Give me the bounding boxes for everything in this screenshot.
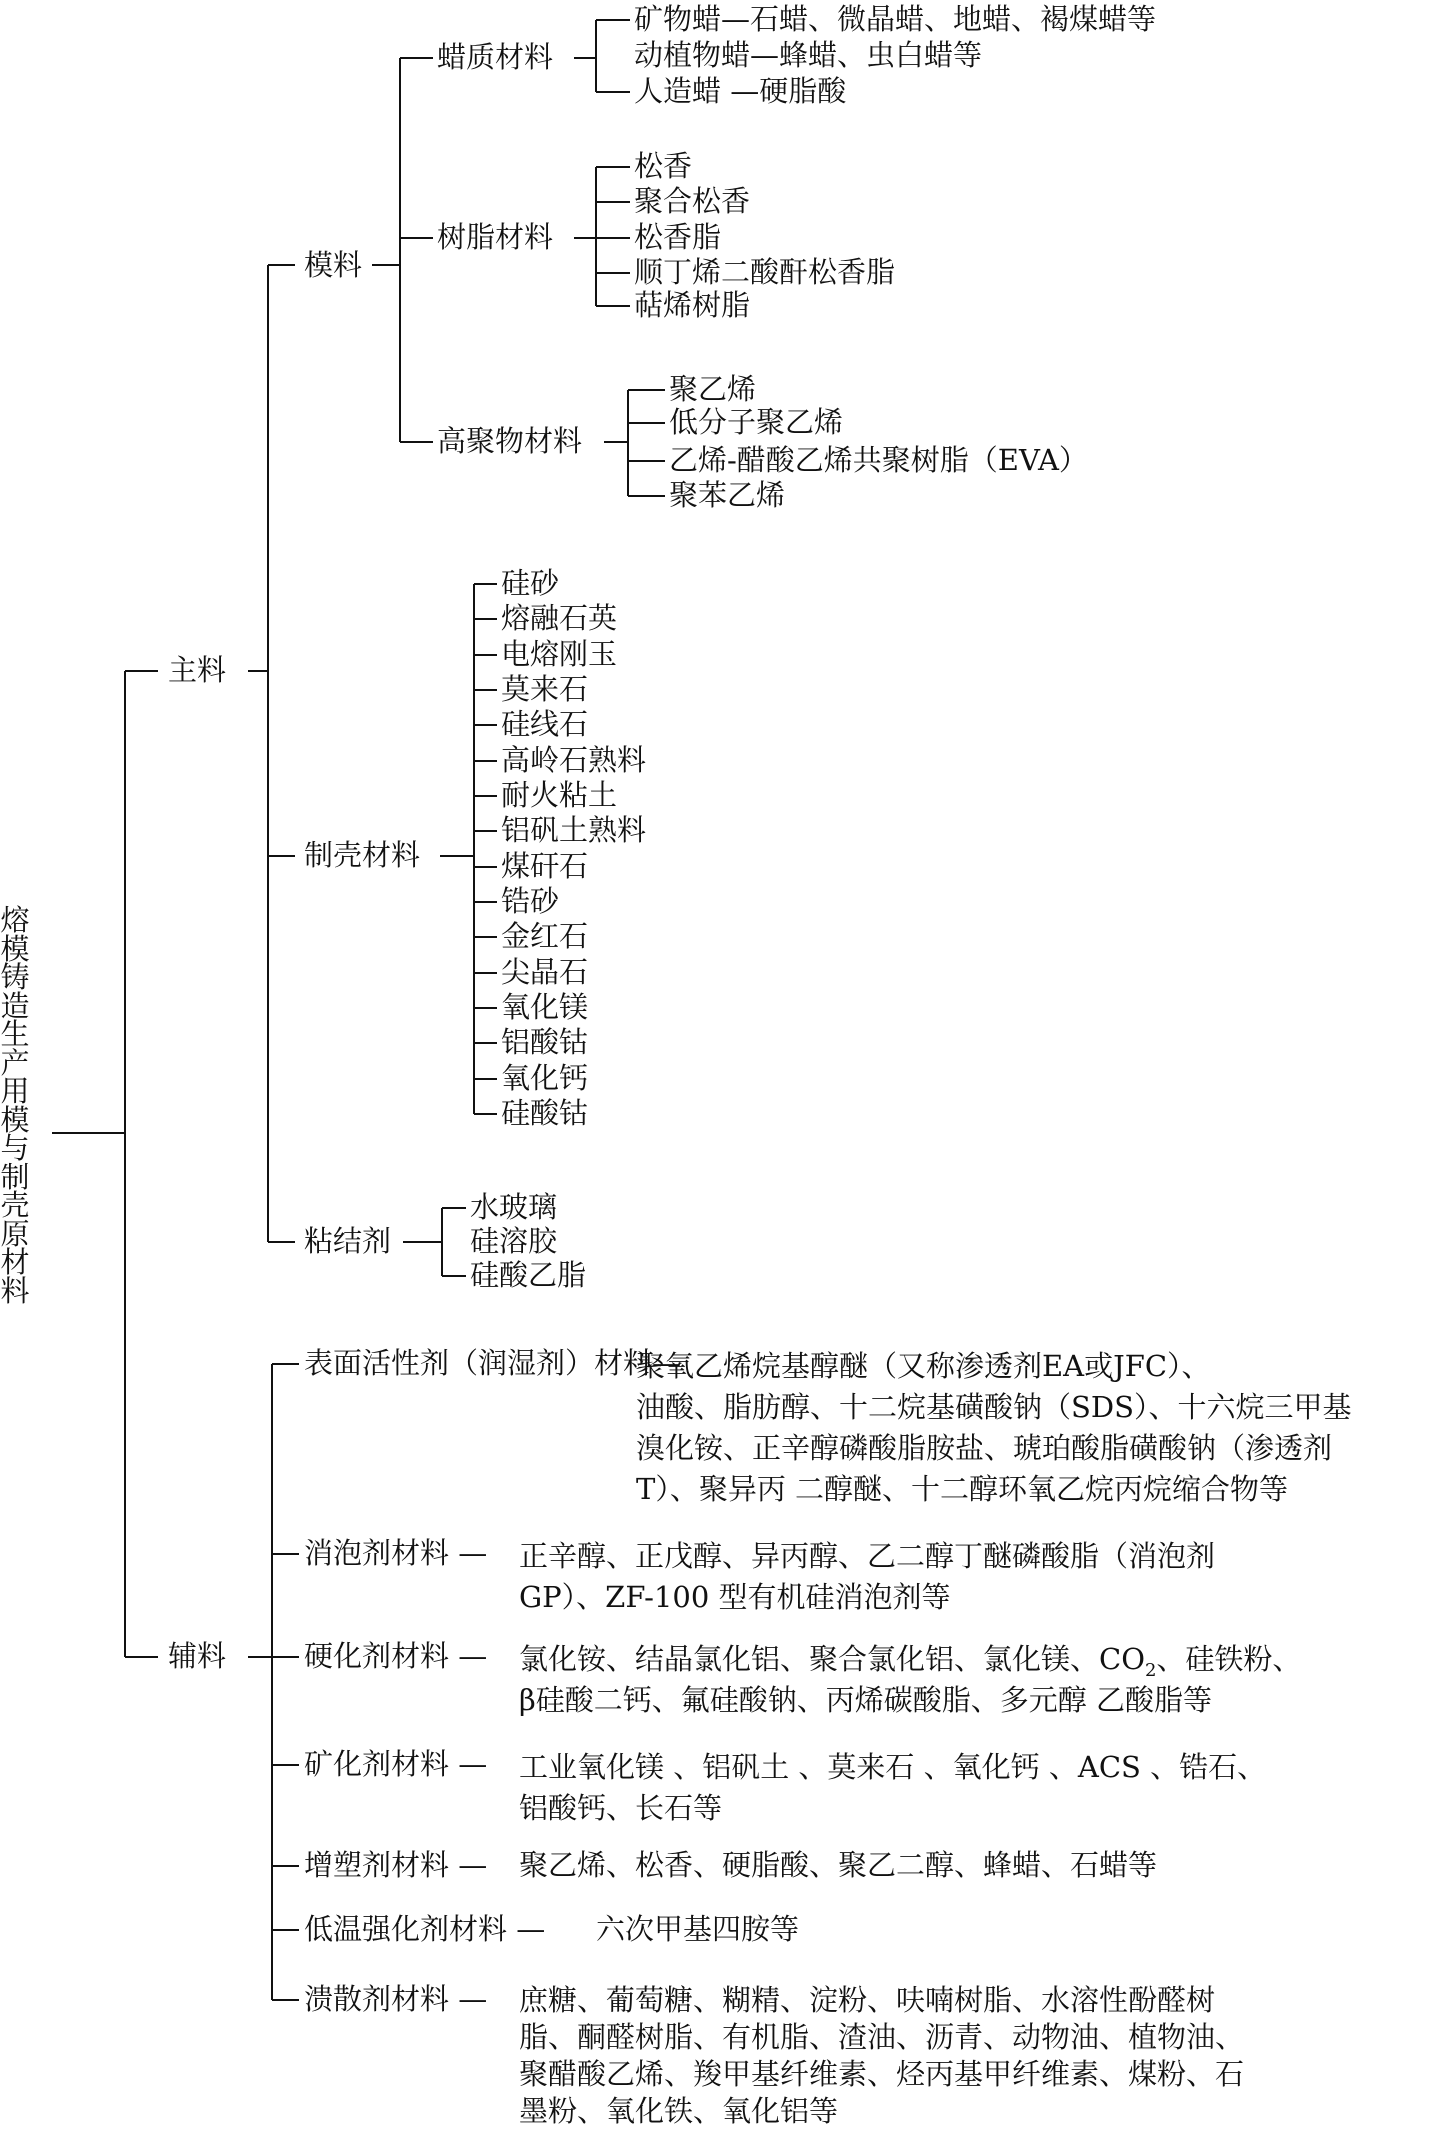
binder-node: 粘结剂 bbox=[304, 1224, 392, 1258]
shell-material-node: 制壳材料 bbox=[304, 838, 421, 872]
shell-material-item: 电熔刚玉 bbox=[501, 637, 618, 671]
collapse-agent-node: 溃散剂材料 — bbox=[304, 1982, 488, 2016]
shell-material-item: 耐火粘土 bbox=[501, 778, 618, 812]
shell-material-item: 尖晶石 bbox=[501, 955, 589, 989]
polymer-item: 乙烯-醋酸乙烯共聚树脂（EVA） bbox=[669, 443, 1088, 477]
surfactant-node: 表面活性剂（润湿剂）材料— bbox=[304, 1346, 682, 1380]
defoamer-node: 消泡剂材料 — bbox=[304, 1536, 488, 1570]
resin-item: 萜烯树脂 bbox=[634, 288, 751, 322]
shell-material-item: 高岭石熟料 bbox=[501, 743, 647, 777]
low-temp-strengthener-node: 低温强化剂材料 — bbox=[304, 1912, 546, 1946]
polymer-material-node: 高聚物材料 bbox=[437, 424, 583, 458]
wax-item: 人造蜡 —硬脂酸 bbox=[634, 74, 847, 108]
mineralizer-node: 矿化剂材料 — bbox=[304, 1747, 488, 1781]
hardener-description: 氯化铵、结晶氯化铝、聚合氯化铝、氯化镁、$CO_2$、硅铁粉、 β硅酸二钙、氟硅酸钠、丙烯碳酸脂、多元醇 乙酸脂等 bbox=[519, 1642, 1302, 1717]
binder-item: 水玻璃 bbox=[470, 1190, 558, 1224]
wax-material-node: 蜡质材料 bbox=[437, 40, 554, 74]
low-temp-strengthener-description: 六次甲基四胺等 bbox=[596, 1912, 800, 1946]
shell-material-item: 硅酸钴 bbox=[501, 1096, 589, 1130]
wax-item: 矿物蜡—石蜡、微晶蜡、地蜡、褐煤蜡等 bbox=[634, 2, 1157, 36]
binder-item: 硅酸乙脂 bbox=[470, 1258, 587, 1292]
resin-item: 聚合松香 bbox=[634, 184, 751, 218]
main-material-node: 主料 bbox=[168, 653, 227, 687]
mineralizer-description: 工业氧化镁 、铝矾土 、莫来石 、氧化钙 、ACS 、锆石、 铝酸钙、长石等 bbox=[519, 1750, 1267, 1825]
shell-material-item: 氧化钙 bbox=[501, 1061, 589, 1095]
hardener-node: 硬化剂材料 — bbox=[304, 1639, 488, 1673]
aux-material-node: 辅料 bbox=[168, 1639, 227, 1673]
shell-material-item: 莫来石 bbox=[501, 672, 589, 706]
shell-material-item: 硅线石 bbox=[501, 707, 589, 741]
surfactant-description: 聚氧乙烯烷基醇醚（又称渗透剂EA或JFC）、 油酸、脂肪醇、十二烷基磺酸钠（SDS）、十六烷三甲基 溴化铵、正辛醇磷酸脂胺盐、琥珀酸脂磺酸钠（渗透剂 T）、聚异丙 二醇醚、十二醇环氧乙烷丙烷缩合物等 bbox=[636, 1349, 1352, 1506]
plasticizer-description: 聚乙烯、松香、硬脂酸、聚乙二醇、蜂蜡、石蜡等 bbox=[519, 1848, 1158, 1882]
resin-material-node: 树脂材料 bbox=[437, 220, 554, 254]
shell-material-item: 氧化镁 bbox=[501, 990, 589, 1024]
polymer-item: 聚苯乙烯 bbox=[669, 478, 786, 512]
resin-item: 松香脂 bbox=[634, 220, 722, 254]
polymer-item: 低分子聚乙烯 bbox=[669, 405, 844, 439]
shell-material-item: 煤矸石 bbox=[501, 849, 589, 883]
resin-item: 顺丁烯二酸酐松香脂 bbox=[634, 255, 896, 289]
wax-item: 动植物蜡—蜂蜡、虫白蜡等 bbox=[634, 38, 983, 72]
binder-item: 硅溶胶 bbox=[470, 1224, 558, 1258]
collapse-agent-description: 庶糖、葡萄糖、糊精、淀粉、呋喃树脂、水溶性酚醛树 脂、酮醛树脂、有机脂、渣油、沥青、动物油、植物油、 聚醋酸乙烯、羧甲基纤维素、烃丙基甲纤维素、煤粉、石 墨粉、氧化铁、氧化铝等 bbox=[519, 1983, 1245, 2128]
shell-material-item: 锆砂 bbox=[501, 884, 560, 918]
polymer-item: 聚乙烯 bbox=[669, 372, 757, 406]
mold-material-node: 模料 bbox=[304, 248, 363, 282]
shell-material-item: 硅砂 bbox=[501, 566, 560, 600]
shell-material-item: 熔融石英 bbox=[501, 601, 618, 635]
plasticizer-node: 增塑剂材料 — bbox=[304, 1848, 488, 1882]
shell-material-item: 铝酸钴 bbox=[501, 1025, 589, 1059]
shell-material-item: 金红石 bbox=[501, 919, 589, 953]
defoamer-description: 正辛醇、正戊醇、异丙醇、乙二醇丁醚磷酸脂（消泡剂 GP）、ZF-100 型有机硅消泡剂等 bbox=[519, 1539, 1216, 1614]
resin-item: 松香 bbox=[634, 149, 693, 183]
shell-material-item: 铝矾土熟料 bbox=[501, 813, 647, 847]
root-label: 熔模铸造生产用模与制壳原材料 bbox=[0, 903, 30, 1308]
